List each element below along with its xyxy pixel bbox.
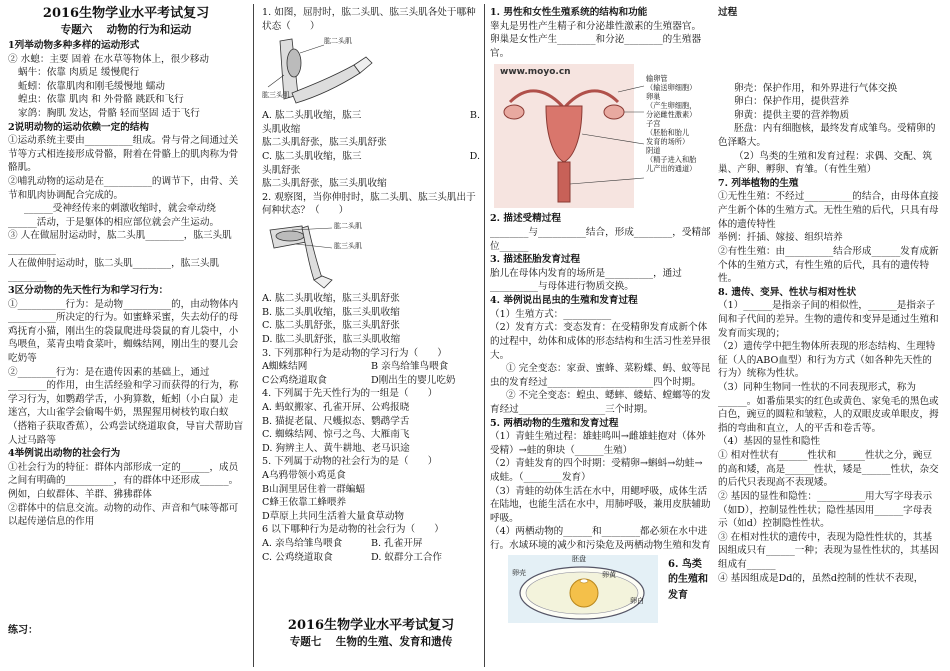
question: 4. 下列属于先天性行为的一组是（ ） — [262, 388, 438, 400]
egg-figure — [490, 553, 712, 621]
option: D. 蚁群分工合作 — [371, 551, 443, 563]
text-line: 卵白：保护作用，提供营养 — [734, 96, 850, 108]
text-line: ③ 人在做屈肘运动时，肱二头肌________，肱三头肌__________ — [8, 230, 232, 256]
section-heading: 7. 列举植物的生殖 — [718, 177, 799, 189]
text-line: ④ 基因组成是Dd的，虽然d控制的性状不表现， — [718, 572, 924, 584]
text-line: 举例：扦插、嫁接、组织培养 — [718, 232, 843, 244]
text-line: ________与__________结合，形成________，受精部位______ — [490, 227, 711, 252]
text-line: （1）______是指亲子间的相似性，______是指亲子间和子代间的差异。生物的遗传和变异是通过生殖和发育而实现的； — [718, 300, 939, 339]
fig-label: 肱二头肌 — [334, 222, 362, 231]
fig-labels — [646, 74, 696, 173]
fig-label: 肱三头肌 — [262, 91, 290, 100]
options — [262, 109, 480, 136]
text-line: ② 基因的显性和隐性：__________用大写字母表示（如D），控制显性性状；隐性基因用______字母表示（如d）控制隐性性状。 — [718, 490, 933, 530]
fig-watermark: www.moyo.cn — [500, 67, 571, 78]
option: A. 肱二头肌收缩，肱三头肌收缩 — [262, 110, 362, 135]
option: B. 肱二头肌收缩，肱三头肌收缩 — [262, 306, 400, 318]
text-line: （1）青蛙生殖过程：雄蛙鸣叫→雌雄蛙抱对（体外受精）→蛙的卵块（______生殖） — [490, 431, 706, 456]
section-heading: 3. 描述胚胎发育过程 — [490, 254, 581, 266]
question: 6 以下哪种行为是动物的社会行为（ ） — [262, 524, 444, 536]
section-heading: 2. 描述受精过程 — [490, 213, 561, 225]
option: 肱二头肌舒张，肱三头肌收缩 — [262, 178, 387, 190]
text-line: （2）青蛙发育的四个时期：受精卵→蝌蚪→幼蛙→成蛙。（________发育） — [490, 458, 703, 484]
option: C蜂王依靠工蜂喂养 — [262, 497, 347, 509]
text-line: ①__________行为：是动物__________的，由动物体内__________所决定的行为。如蜜蜂采蜜，失去幼仔的母鸡抚育小猫，刚出生的袋鼠爬进母袋鼠的育儿袋中，小鸟喂鱼，菜青虫啃食菜叶，蜘蛛结网，刚出生的婴儿会吃奶等 — [8, 298, 239, 364]
fig-label: 发育的场所） — [646, 137, 690, 147]
option: A. 蚂蚁搬家、孔雀开屏、公鸡报晓 — [262, 401, 410, 413]
text-line: ③ 在相对性状的遗传中，表现为隐性性状的，其基因组成只有______一种；表现为显性性状的，其基因组成有______ — [718, 531, 939, 570]
fig-label: 肱三头肌 — [334, 242, 362, 251]
text-line: （2）遗传学中把生物体所表现的形态结构、生理特征（人的ABO血型）和行为方式（如各种先天性的行为）统称为性状。 — [718, 341, 936, 380]
option: D. — [469, 151, 480, 163]
section-heading: 3区分动物的先天性行为和学习行为： — [8, 284, 169, 296]
text-line: 人在做伸肘运动时，肱二头肌________，肱三头肌________ — [8, 257, 220, 283]
section-heading: 8. 遗传、变异、性状与相对性状 — [718, 286, 857, 298]
text-line: ②________行为：是在遗传因素的基础上，通过________的作用，由生活经验和学习而获得的行为，称学习行为，如鹦鹉学舌，小狗算数，蚯蚓（小白鼠）走迷宫，大山雀学会偷喝牛奶，黑猩猩用树枝钓取白蚁（搭箱子获取香蕉），公鸡尝试绕道取食，导盲犬帮助盲人过马路等 — [8, 366, 244, 446]
text-line: （4）基因的显性和隐性 — [718, 436, 821, 448]
option: 肱二头肌舒张，肱三头肌舒张 — [262, 137, 387, 149]
text-line: 胎儿在母体内发育的场所是__________，通过__________与母体进行物质交换。 — [490, 267, 682, 293]
text-line: （2）鸟类的生殖和发育过程：求偶、交配、筑巢、产卵、孵卵、育雏。（有性生殖） — [718, 150, 932, 176]
option: C. 肱二头肌舒张，肱三头肌舒张 — [262, 320, 400, 332]
spacer — [718, 20, 940, 82]
text-line: 家鸽：胸肌 发达，骨骼 轻而坚固 适于飞行 — [18, 107, 200, 119]
option: C. 肱二头肌收缩，肱三头肌舒张 — [262, 151, 362, 176]
text-line: ②有性生殖：由__________结合形成______发育成新个体的生殖方式，有性生殖的后代，具有的遗传特性。 — [718, 245, 939, 285]
text-line: 蜗牛：依靠 肉质足 缓慢爬行 — [18, 67, 140, 79]
text-line: ① 相对性状有______性状和______性状之分，豌豆的高和矮，高是______性状，矮是______性状，杂交的后代只表现高不表现矮。 — [718, 450, 939, 489]
text-line: ② 不完全变态：蝗虫、蟋蟀、蝼蛄、螳螂等的发育经过__________________三个时期。 — [490, 390, 711, 415]
option: B 亲鸟给雏鸟喂食 — [371, 361, 449, 373]
section-heading: 1. 男性和女性生殖系统的结构和功能 — [490, 7, 648, 18]
text-line: （3）同种生物同一性状的不同表现形式，称为______。如番茄果实的红色或黄色、家兔毛的黑色或白色，豌豆的圆粒和皱粒，人的双眼皮或单眼皮，拇指的弯曲和直立，人的平舌和卷舌等。 — [718, 382, 939, 434]
fig-label: 卵巢 — [646, 92, 661, 102]
fig-label: （产生卵细胞， — [646, 101, 697, 111]
option: A乌鸦带领小鸡觅食 — [262, 470, 346, 482]
text-line: 卵巢是女性产生________和分泌________的生殖器官。 — [490, 34, 702, 59]
option: D. 狗辨主人、黄牛耕地、老马识途 — [262, 442, 410, 454]
question: 5. 下列属于动物的社会行为的是（ ） — [262, 456, 438, 468]
section-heading: 1列举动物多种多样的运动形式 — [8, 39, 140, 51]
option: A. 亲鸟给雏鸟喂食 — [262, 538, 343, 550]
text-line: （1）生殖方式：__________ — [490, 308, 612, 320]
option: D刚出生的婴儿吃奶 — [371, 374, 456, 386]
text-line: 胚盘：内有细胞核，最终发育成雏鸟。受精卵的色泽略大。 — [718, 123, 936, 149]
text-line: 卵壳：保护作用，和外界进行气体交换 — [734, 82, 898, 94]
text-line: 睾丸是男性产生精子和分泌雄性激素的生殖器官。 — [490, 20, 702, 32]
text-line: （3）青蛙的幼体生活在水中，用鳃呼吸，成体生活在陆地，也能生活在水中，用肺呼吸，兼用皮肤辅助呼吸。 — [490, 485, 711, 524]
section-heading: 4举例说出动物的社会行为 — [8, 448, 121, 460]
next-topic-header — [262, 618, 480, 651]
text-line: 蚯蚓：依靠肌肉和刚毛缓慢地 蠕动 — [18, 80, 165, 92]
text-line: （2）发育方式：变态发育：在受精卵发育成新个体的过程中，幼体和成体的形态结构和生活习性差异很大。 — [490, 322, 711, 361]
arm-extend-illustration — [262, 220, 392, 290]
text-line: 卵黄：提供主要的营养物质 — [734, 109, 850, 121]
fig-label: （精子进入和胎 — [646, 155, 697, 165]
text-line: ①运动系统主要由__________组成。骨与骨之间通过关节等方式相连接形成骨骼，附着在骨骼上的肌肉称为骨骼肌。 — [8, 135, 239, 174]
text-line: ______受神经传来的刺激收缩时，就会牵动绕______活动，于是躯体的相应部位就会产生运动。 — [8, 203, 220, 228]
fig-label: （胚胎和胎儿 — [646, 128, 690, 138]
options — [262, 150, 480, 177]
text-line: ①社会行为的特征：群体内部形成一定的______，成员之间有明确的__________，有的群体中还形成______。例如，白蚁群体、羊群、狒狒群体 — [8, 461, 239, 501]
column-3 — [490, 6, 712, 621]
section-heading: 6. 鸟类的生殖和发育 — [668, 558, 708, 601]
fig-label: 卵白 — [630, 596, 644, 605]
option: C公鸡绕道取食 — [262, 374, 327, 386]
text-line: ② 水螅：主要 固着 在水草等物体上，很少移动 — [8, 53, 210, 65]
option: C. 蜘蛛结网、惊弓之鸟、大雁南飞 — [262, 429, 410, 441]
question: 2. 观察图，当你伸肘时，肱二头肌、肱三头肌出于何种状态？（ ） — [262, 191, 476, 217]
fig-label: 子宫 — [646, 119, 661, 129]
option: B. 猫捉老鼠、尺蠖拟态、鹦鹉学舌 — [262, 415, 410, 427]
column-4 — [718, 6, 940, 585]
page-title: 2016生物学业水平考试复习 — [287, 618, 455, 633]
egg-illustration — [508, 555, 658, 623]
fig-label: 肱二头肌 — [324, 37, 352, 46]
option: C. 公鸡绕道取食 — [262, 551, 333, 563]
section-heading: 2说明动物的运动依赖一定的结构 — [8, 121, 149, 133]
question: 1. 如图，屈肘时，肱二头肌、肱三头肌各处于哪种状态（ ） — [262, 7, 476, 32]
options — [262, 360, 480, 387]
option: B山洞里居住着一群蝙蝠 — [262, 483, 365, 495]
fig-label: （输送卵细胞） — [646, 83, 697, 93]
practice-label: 练习： — [8, 625, 38, 636]
column-divider — [253, 4, 254, 667]
arm-flex-figure — [262, 35, 480, 107]
female-reproductive-figure — [490, 62, 712, 210]
topic-subtitle: 专题六 动物的行为和运动 — [60, 23, 192, 36]
option: A蜘蛛结网 — [262, 361, 308, 373]
fig-label: 阴道 — [646, 146, 661, 156]
column-2 — [262, 6, 480, 564]
text-line: （4）两栖动物的______和________都必须在水中进行。水域环境的减少和污染危及两栖动物生殖和发育 — [490, 526, 711, 552]
option: B. 孔雀开屏 — [371, 538, 423, 550]
option: D. 肱二头肌舒张，肱三头肌收缩 — [262, 333, 401, 345]
option: A. 肱二头肌收缩，肱三头肌舒张 — [262, 293, 400, 305]
fig-label: 胚盘 — [572, 554, 586, 563]
arm-extend-figure — [262, 220, 480, 290]
column-divider — [484, 4, 485, 667]
text-line: 蝗虫：依靠 肌肉 和 外骨骼 跳跃和飞行 — [18, 94, 184, 106]
fig-label: 分泌雌性激素） — [646, 110, 697, 120]
page-title: 2016生物学业水平考试复习 — [42, 6, 210, 21]
option: D草原上共同生活着大量食草动物 — [262, 510, 405, 522]
section-heading: 5. 两栖动物的生殖和发育过程 — [490, 417, 619, 429]
fig-label: 卵壳 — [512, 568, 526, 577]
text-line: 过程 — [718, 7, 738, 18]
fig-label: 儿产出的通道） — [646, 164, 697, 174]
fig-label: 输卵管 — [646, 74, 668, 84]
option: B. — [469, 110, 480, 122]
question: 3. 下列那种行为是动物的学习行为（ ） — [262, 347, 447, 359]
section-heading: 4. 举例说出昆虫的生殖和发育过程 — [490, 295, 638, 307]
column-1 — [8, 6, 244, 529]
options — [262, 537, 480, 564]
text-line: ①无性生殖：不经过__________的结合，由母体直接产生新个体的生殖方式。无性生殖的后代，只具有母体的遗传特性 — [718, 191, 939, 230]
topic-subtitle: 专题七 生物的生殖、发育和遗传 — [289, 635, 453, 648]
fig-label: 卵黄 — [602, 570, 616, 579]
text-line: ②哺乳动物的运动是在__________的调节下，由骨、关节和肌肉协调配合完成的。 — [8, 176, 239, 201]
text-line: ① 完全变态：家蚕、蜜蜂、菜粉蝶、蚂、蚊等昆虫的发育经过______________________四个时期。 — [490, 363, 711, 388]
text-line: ②群体中的信息交流。动物的动作、声音和气味等都可以起传递信息的作用 — [8, 502, 239, 528]
